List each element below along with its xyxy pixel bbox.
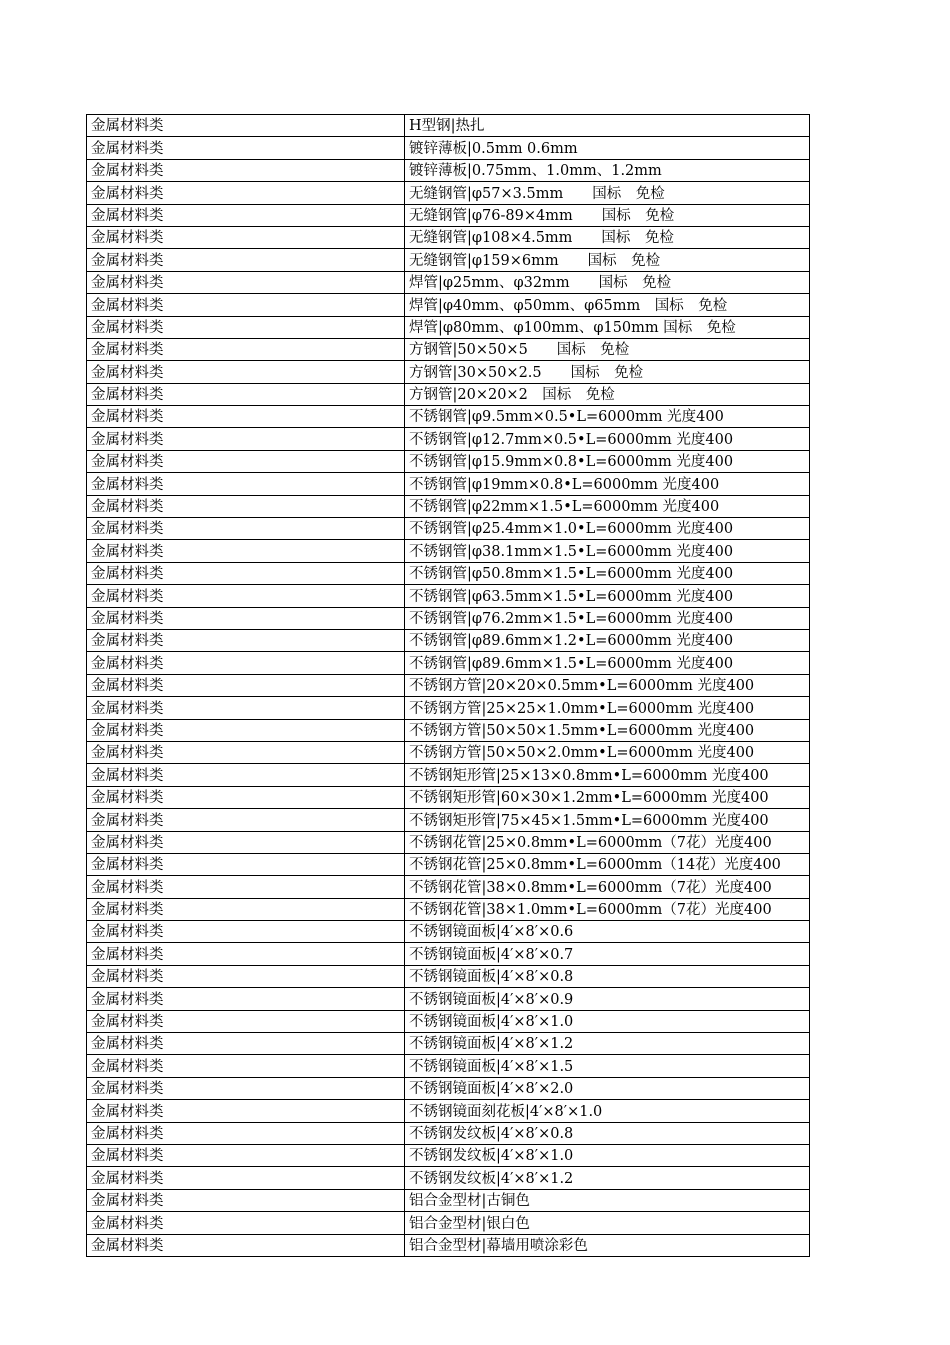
category-cell[interactable]: 金属材料类 (87, 204, 405, 226)
category-cell[interactable]: 金属材料类 (87, 1212, 405, 1234)
category-cell[interactable]: 金属材料类 (87, 831, 405, 853)
table-row (87, 338, 810, 360)
item-spec-cell[interactable]: 不锈钢发纹板|4′×8′×0.8 (405, 1122, 810, 1144)
category-cell[interactable]: 金属材料类 (87, 249, 405, 271)
category-cell[interactable]: 金属材料类 (87, 450, 405, 472)
table-row (87, 115, 810, 137)
category-cell[interactable]: 金属材料类 (87, 943, 405, 965)
table-row (87, 1122, 810, 1144)
category-cell[interactable]: 金属材料类 (87, 1055, 405, 1077)
category-cell[interactable]: 金属材料类 (87, 383, 405, 405)
category-cell[interactable]: 金属材料类 (87, 1167, 405, 1189)
item-spec-cell[interactable]: 铝合金型材|古铜色 (405, 1189, 810, 1211)
item-spec-cell[interactable]: 无缝钢管|φ108×4.5mm 国标 免检 (405, 226, 810, 248)
item-spec-cell[interactable]: 方钢管|30×50×2.5 国标 免检 (405, 361, 810, 383)
category-cell[interactable]: 金属材料类 (87, 607, 405, 629)
table-row (87, 629, 810, 651)
category-cell[interactable]: 金属材料类 (87, 988, 405, 1010)
table-row (87, 853, 810, 875)
table-row (87, 495, 810, 517)
materials-table-body (87, 115, 810, 1257)
table-row (87, 204, 810, 226)
item-spec-cell[interactable]: 不锈钢管|φ89.6mm×1.5•L=6000mm 光度400 (405, 652, 810, 674)
item-spec-cell[interactable]: 方钢管|50×50×5 国标 免检 (405, 338, 810, 360)
item-spec-cell[interactable]: H型钢|热扎 (405, 115, 810, 137)
table-row (87, 540, 810, 562)
category-cell[interactable]: 金属材料类 (87, 1122, 405, 1144)
table-row (87, 1100, 810, 1122)
table-row (87, 159, 810, 181)
category-cell[interactable]: 金属材料类 (87, 428, 405, 450)
category-cell[interactable]: 金属材料类 (87, 876, 405, 898)
table-row (87, 943, 810, 965)
table-row (87, 988, 810, 1010)
item-spec-cell[interactable]: 不锈钢发纹板|4′×8′×1.0 (405, 1144, 810, 1166)
category-cell[interactable]: 金属材料类 (87, 1033, 405, 1055)
category-cell[interactable]: 金属材料类 (87, 540, 405, 562)
category-cell[interactable]: 金属材料类 (87, 786, 405, 808)
table-row (87, 674, 810, 696)
category-cell[interactable]: 金属材料类 (87, 1077, 405, 1099)
item-spec-cell[interactable]: 不锈钢镜面板|4′×8′×0.6 (405, 921, 810, 943)
item-spec-cell[interactable]: 不锈钢镜面板|4′×8′×1.0 (405, 1010, 810, 1032)
category-cell[interactable]: 金属材料类 (87, 226, 405, 248)
category-cell[interactable]: 金属材料类 (87, 473, 405, 495)
item-spec-cell[interactable]: 不锈钢管|φ25.4mm×1.0•L=6000mm 光度400 (405, 518, 810, 540)
item-spec-cell[interactable]: 不锈钢镜面板|4′×8′×0.8 (405, 965, 810, 987)
item-spec-cell[interactable]: 铝合金型材|幕墙用喷涂彩色 (405, 1234, 810, 1256)
item-spec-cell[interactable]: 无缝钢管|φ76-89×4mm 国标 免检 (405, 204, 810, 226)
category-cell[interactable]: 金属材料类 (87, 1234, 405, 1256)
table-row (87, 607, 810, 629)
table-row (87, 1055, 810, 1077)
table-row (87, 137, 810, 159)
table-row (87, 518, 810, 540)
table-row (87, 786, 810, 808)
table-row (87, 1212, 810, 1234)
table-row (87, 182, 810, 204)
table-row (87, 697, 810, 719)
item-spec-cell[interactable]: 不锈钢方管|50×50×2.0mm•L=6000mm 光度400 (405, 741, 810, 763)
table-row (87, 1033, 810, 1055)
item-spec-cell[interactable]: 方钢管|20×20×2 国标 免检 (405, 383, 810, 405)
table-row (87, 226, 810, 248)
category-cell[interactable]: 金属材料类 (87, 361, 405, 383)
item-spec-cell[interactable]: 不锈钢方管|20×20×0.5mm•L=6000mm 光度400 (405, 674, 810, 696)
item-spec-cell[interactable]: 不锈钢管|φ76.2mm×1.5•L=6000mm 光度400 (405, 607, 810, 629)
item-spec-cell[interactable]: 不锈钢管|φ9.5mm×0.5•L=6000mm 光度400 (405, 406, 810, 428)
table-row (87, 249, 810, 271)
category-cell[interactable]: 金属材料类 (87, 1144, 405, 1166)
table-row (87, 876, 810, 898)
table-row (87, 1189, 810, 1211)
category-cell[interactable]: 金属材料类 (87, 316, 405, 338)
item-spec-cell[interactable]: 不锈钢管|φ50.8mm×1.5•L=6000mm 光度400 (405, 562, 810, 584)
item-spec-cell[interactable]: 镀锌薄板|0.75mm、1.0mm、1.2mm (405, 159, 810, 181)
table-row (87, 294, 810, 316)
category-cell[interactable]: 金属材料类 (87, 853, 405, 875)
table-row (87, 316, 810, 338)
category-cell[interactable]: 金属材料类 (87, 518, 405, 540)
item-spec-cell[interactable]: 不锈钢发纹板|4′×8′×1.2 (405, 1167, 810, 1189)
table-row (87, 965, 810, 987)
category-cell[interactable]: 金属材料类 (87, 115, 405, 137)
category-cell[interactable]: 金属材料类 (87, 585, 405, 607)
table-row (87, 809, 810, 831)
category-cell[interactable]: 金属材料类 (87, 898, 405, 920)
item-spec-cell[interactable]: 不锈钢管|φ19mm×0.8•L=6000mm 光度400 (405, 473, 810, 495)
item-spec-cell[interactable]: 不锈钢花管|38×1.0mm•L=6000mm（7花）光度400 (405, 898, 810, 920)
category-cell[interactable]: 金属材料类 (87, 182, 405, 204)
category-cell[interactable]: 金属材料类 (87, 338, 405, 360)
table-row (87, 1167, 810, 1189)
item-spec-cell[interactable]: 不锈钢镜面刻花板|4′×8′×1.0 (405, 1100, 810, 1122)
category-cell[interactable]: 金属材料类 (87, 719, 405, 741)
table-row (87, 473, 810, 495)
table-row (87, 652, 810, 674)
table-row (87, 719, 810, 741)
table-row (87, 1077, 810, 1099)
item-spec-cell[interactable]: 无缝钢管|φ159×6mm 国标 免检 (405, 249, 810, 271)
category-cell[interactable]: 金属材料类 (87, 921, 405, 943)
table-row (87, 450, 810, 472)
item-spec-cell[interactable]: 不锈钢方管|50×50×1.5mm•L=6000mm 光度400 (405, 719, 810, 741)
category-cell[interactable]: 金属材料类 (87, 159, 405, 181)
table-row (87, 831, 810, 853)
item-spec-cell[interactable]: 不锈钢方管|25×25×1.0mm•L=6000mm 光度400 (405, 697, 810, 719)
item-spec-cell[interactable]: 焊管|φ40mm、φ50mm、φ65mm 国标 免检 (405, 294, 810, 316)
category-cell[interactable]: 金属材料类 (87, 1189, 405, 1211)
item-spec-cell[interactable]: 不锈钢管|φ22mm×1.5•L=6000mm 光度400 (405, 495, 810, 517)
item-spec-cell[interactable]: 不锈钢花管|25×0.8mm•L=6000mm（7花）光度400 (405, 831, 810, 853)
table-row (87, 1234, 810, 1256)
item-spec-cell[interactable]: 不锈钢管|φ89.6mm×1.2•L=6000mm 光度400 (405, 629, 810, 651)
category-cell[interactable]: 金属材料类 (87, 1100, 405, 1122)
category-cell[interactable]: 金属材料类 (87, 629, 405, 651)
category-cell[interactable]: 金属材料类 (87, 764, 405, 786)
table-row (87, 764, 810, 786)
category-cell[interactable]: 金属材料类 (87, 271, 405, 293)
category-cell[interactable]: 金属材料类 (87, 137, 405, 159)
category-cell[interactable]: 金属材料类 (87, 697, 405, 719)
item-spec-cell[interactable]: 不锈钢镜面板|4′×8′×0.9 (405, 988, 810, 1010)
table-row (87, 921, 810, 943)
item-spec-cell[interactable]: 无缝钢管|φ57×3.5mm 国标 免检 (405, 182, 810, 204)
category-cell[interactable]: 金属材料类 (87, 562, 405, 584)
item-spec-cell[interactable]: 不锈钢花管|25×0.8mm•L=6000mm（14花）光度400 (405, 853, 810, 875)
table-row (87, 406, 810, 428)
table-row (87, 898, 810, 920)
category-cell[interactable]: 金属材料类 (87, 674, 405, 696)
table-row (87, 1010, 810, 1032)
category-cell[interactable]: 金属材料类 (87, 652, 405, 674)
table-row (87, 428, 810, 450)
table-row (87, 562, 810, 584)
materials-table (86, 114, 810, 1257)
item-spec-cell[interactable]: 不锈钢镜面板|4′×8′×0.7 (405, 943, 810, 965)
table-row (87, 271, 810, 293)
item-spec-cell[interactable]: 铝合金型材|银白色 (405, 1212, 810, 1234)
table-row (87, 383, 810, 405)
item-spec-cell[interactable]: 不锈钢矩形管|25×13×0.8mm•L=6000mm 光度400 (405, 764, 810, 786)
category-cell[interactable]: 金属材料类 (87, 495, 405, 517)
category-cell[interactable]: 金属材料类 (87, 741, 405, 763)
item-spec-cell[interactable]: 不锈钢管|φ12.7mm×0.5•L=6000mm 光度400 (405, 428, 810, 450)
table-row (87, 1144, 810, 1166)
item-spec-cell[interactable]: 不锈钢镜面板|4′×8′×2.0 (405, 1077, 810, 1099)
item-spec-cell[interactable]: 焊管|φ80mm、φ100mm、φ150mm 国标 免检 (405, 316, 810, 338)
table-row (87, 361, 810, 383)
item-spec-cell[interactable]: 镀锌薄板|0.5mm 0.6mm (405, 137, 810, 159)
table-row (87, 585, 810, 607)
item-spec-cell[interactable]: 不锈钢管|φ63.5mm×1.5•L=6000mm 光度400 (405, 585, 810, 607)
item-spec-cell[interactable]: 不锈钢矩形管|60×30×1.2mm•L=6000mm 光度400 (405, 786, 810, 808)
category-cell[interactable]: 金属材料类 (87, 1010, 405, 1032)
item-spec-cell[interactable]: 不锈钢花管|38×0.8mm•L=6000mm（7花）光度400 (405, 876, 810, 898)
category-cell[interactable]: 金属材料类 (87, 294, 405, 316)
table-row (87, 741, 810, 763)
item-spec-cell[interactable]: 不锈钢管|φ38.1mm×1.5•L=6000mm 光度400 (405, 540, 810, 562)
category-cell[interactable]: 金属材料类 (87, 406, 405, 428)
category-cell[interactable]: 金属材料类 (87, 809, 405, 831)
category-cell[interactable]: 金属材料类 (87, 965, 405, 987)
item-spec-cell[interactable]: 不锈钢管|φ15.9mm×0.8•L=6000mm 光度400 (405, 450, 810, 472)
item-spec-cell[interactable]: 不锈钢矩形管|75×45×1.5mm•L=6000mm 光度400 (405, 809, 810, 831)
item-spec-cell[interactable]: 不锈钢镜面板|4′×8′×1.5 (405, 1055, 810, 1077)
item-spec-cell[interactable]: 不锈钢镜面板|4′×8′×1.2 (405, 1033, 810, 1055)
item-spec-cell[interactable]: 焊管|φ25mm、φ32mm 国标 免检 (405, 271, 810, 293)
